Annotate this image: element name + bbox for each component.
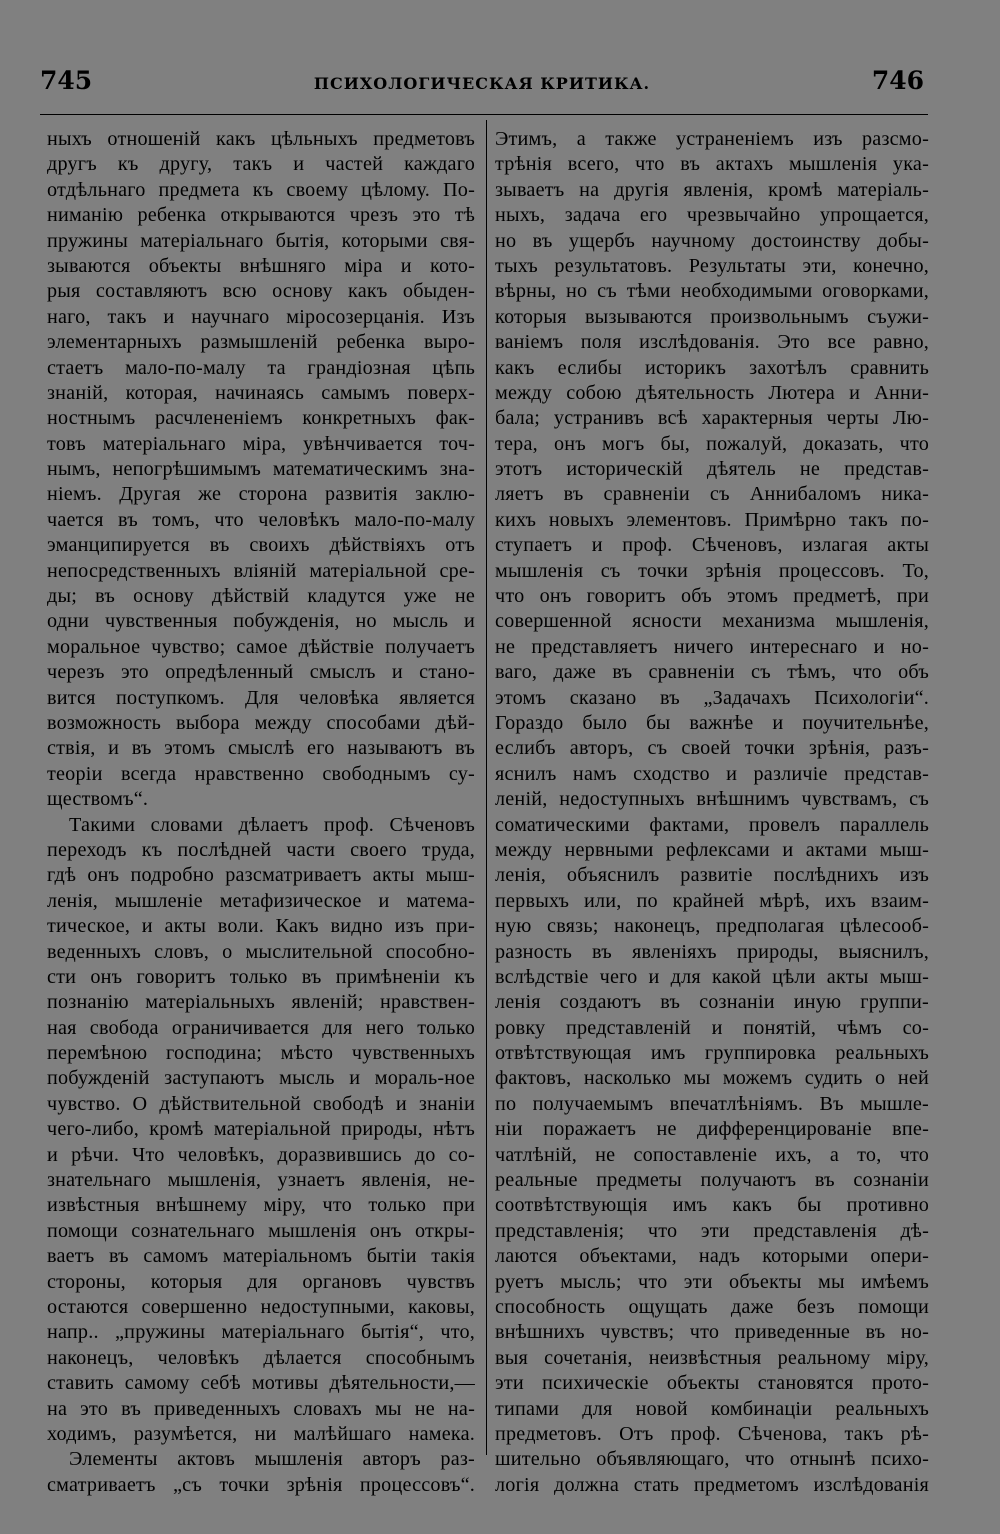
text-line: эти психическіе объекты становятся прото-	[495, 1372, 929, 1395]
text-line: ваетъ въ самомъ матеріальномъ бытіи такія	[47, 1245, 475, 1268]
text-line: вслѣдствіе чего и для какой цѣли акты мыш-	[495, 965, 929, 988]
text-line: наконецъ, человѣкъ дѣлается способнымъ	[47, 1346, 475, 1369]
text-line: руетъ мысль; что эти объекты мы имѣемъ	[495, 1270, 929, 1293]
text-line: чего-либо, кромѣ матеріальной природы, нѣтъ	[47, 1118, 475, 1141]
text-line: первыхъ или, по крайней мѣрѣ, ихъ взаим-	[495, 889, 929, 912]
text-line: лаются объектами, надъ которыми опери-	[495, 1245, 929, 1268]
text-line: переходъ къ послѣдней части своего труда,	[47, 838, 475, 861]
text-line: стороны, которыя для органовъ чувствъ	[47, 1270, 475, 1293]
text-line: сматриваетъ „съ точки зрѣнія процессовъ“.	[47, 1473, 475, 1496]
text-line: между нервными рефлексами и актами мыш-	[495, 838, 929, 861]
text-line: ровку представленій и понятій, чѣмъ со-	[495, 1016, 929, 1039]
text-line: ходимъ, разумѣется, ни малѣйшаго намека.	[47, 1422, 475, 1445]
text-line: ленія, мышленіе метафизическое и матема-	[47, 889, 475, 912]
text-line: зываются объекты внѣшняго міра и кото-	[47, 254, 475, 277]
text-line: напр.. „пружины матеріальнаго бытія“, что,	[47, 1321, 475, 1344]
text-line: знательнаго мышленія, узнаетъ явленія, не-	[47, 1169, 475, 1192]
text-line: чается въ томъ, что человѣкъ мало-по-малу	[47, 508, 475, 531]
text-line: не представляетъ ничего интереснаго и но-	[495, 635, 929, 658]
text-line: ваго, даже въ сравненіи съ тѣмъ, что объ	[495, 661, 929, 684]
text-line: внѣшнихъ чувствъ; что приведенные въ но-	[495, 1321, 929, 1344]
text-line: шительно объявляющаго, что отнынѣ психо-	[495, 1448, 929, 1471]
text-line: Этимъ, а также устраненіемъ изъ разсмо-	[495, 128, 929, 150]
text-line: ныхъ отношеній какъ цѣльныхъ предметовъ	[47, 128, 475, 150]
text-line: отвѣтствующая имъ группировка реальныхъ	[495, 1042, 929, 1065]
text-line: Гораздо было бы важнѣе и поучительнѣе,	[495, 711, 929, 734]
text-line: чатлѣній, не сопоставленіе ихъ, а то, что	[495, 1143, 929, 1166]
text-line: фактовъ, насколько мы можемъ судить о ней	[495, 1067, 929, 1090]
text-line: стаетъ мало-по-малу та грандіозная цѣпь	[47, 356, 475, 379]
text-line: познанію матеріальныхъ явленій; нравствен-	[47, 991, 475, 1014]
text-line: ды; въ основу дѣйствій кладутся уже не	[47, 585, 475, 608]
text-line: реальные предметы получаютъ въ сознаніи	[495, 1169, 929, 1192]
text-line: которыя вызываются произвольнымъ съужи-	[495, 305, 929, 328]
text-line: логія должна стать предметомъ изслѣдованія	[495, 1473, 929, 1496]
text-line: знаній, которая, начинаясь самымъ поверх-	[47, 381, 475, 404]
text-line: между собою дѣятельность Лютера и Анни-	[495, 381, 929, 404]
text-line: и рѣчи. Что человѣкъ, доразвившись до со-	[47, 1143, 475, 1166]
text-line: непосредственныхъ вліяній матеріальной сре-	[47, 559, 475, 582]
text-line: отдѣльнаго предмета къ своему цѣлому. По-	[47, 178, 475, 201]
text-line: мышленія съ точки зрѣнія процессовъ. То,	[495, 559, 929, 582]
text-line: возможность выбора между способами дѣй-	[47, 711, 475, 734]
text-line: ваніемъ поля изслѣдованія. Это все равно,	[495, 331, 929, 354]
text-line: соматическими фактами, провелъ параллель	[495, 813, 929, 836]
text-line: эманципируется въ своихъ дѣйствіяхъ отъ	[47, 534, 475, 557]
text-line: тера, онъ могъ бы, пожалуй, доказать, что	[495, 432, 929, 455]
text-line: черезъ это опредѣленный смыслъ и стано-	[47, 661, 475, 684]
text-line: элементарныхъ размышленій ребенка выро-	[47, 331, 475, 354]
text-line: одни чувственныя побужденія, но мысль и	[47, 610, 475, 633]
text-line: разность въ явленіяхъ природы, выяснилъ,	[495, 940, 929, 963]
text-line: ствія, и въ этомъ смыслѣ его называютъ въ	[47, 737, 475, 760]
text-line: предметовъ. Отъ проф. Сѣченова, такъ рѣ-	[495, 1422, 929, 1445]
text-line: остаются совершенно недоступными, каковы,	[47, 1295, 475, 1318]
text-line: ную связь; наконецъ, предполагая цѣлесооб-	[495, 915, 929, 938]
text-line: яснилъ намъ сходство и различіе представ-	[495, 762, 929, 785]
text-line: ніемъ. Другая же сторона развитія заклю-	[47, 483, 475, 506]
text-line: чувство. О дѣйствительной свободѣ и знаніи	[47, 1092, 475, 1115]
column-divider	[486, 120, 487, 1455]
text-line: зываетъ на другія явленія, кромѣ матеріаль-	[495, 178, 929, 201]
text-line: этотъ историческій дѣятель не представ-	[495, 458, 929, 481]
text-line: ленія создаютъ въ сознаніи иную группи-	[495, 991, 929, 1014]
text-line: ностнымъ расчлененіемъ конкретныхъ фак-	[47, 407, 475, 430]
text-line: что онъ говоритъ объ этомъ предметѣ, при	[495, 585, 929, 608]
running-title: ПСИХОЛОГИЧЕСКАЯ КРИТИКА.	[313, 74, 651, 93]
text-line: какъ еслибы историкъ захотѣлъ сравнить	[495, 356, 929, 379]
text-line: веденныхъ словъ, о мыслительной способно-	[47, 940, 475, 963]
text-line: выя сочетанія, неизвѣстныя реальному міру,	[495, 1346, 929, 1369]
text-line: ществомъ“.	[47, 788, 149, 811]
text-line: моральное чувство; самое дѣйствіе получаетъ	[47, 635, 475, 658]
text-line: вится поступкомъ. Для человѣка является	[47, 686, 475, 709]
left-page-number: 745	[40, 66, 93, 95]
text-line: кихъ новыхъ элементовъ. Примѣрно такъ по-	[495, 508, 929, 531]
text-line: вѣрны, но съ тѣми необходимыми оговорками,	[495, 280, 929, 303]
text-line: на это въ приведенныхъ словахъ мы не на-	[47, 1397, 475, 1420]
text-line: бала; устранивъ всѣ характерныя черты Лю-	[495, 407, 929, 430]
text-line: трѣнія всего, что въ актахъ мышленія ука-	[495, 153, 929, 176]
text-line: ниманію ребенка открываются чрезъ это тѣ	[47, 204, 475, 227]
text-line: но въ ущербъ научному достоинству добы-	[495, 229, 929, 252]
text-line: ная свобода ограничивается для него только	[47, 1016, 475, 1039]
text-line: гдѣ онъ подробно разсматриваетъ акты мыш-	[47, 864, 475, 887]
text-line: пружины матеріальнаго бытія, которыми свя-	[47, 229, 475, 252]
text-line: товъ матеріальнаго міра, увѣнчивается точ-	[47, 432, 475, 455]
text-line: представленія; что эти представленія дѣ-	[495, 1219, 929, 1242]
right-page-number: 746	[871, 66, 924, 95]
text-line: ніи поражаетъ не дифференцированіе впе-	[495, 1118, 929, 1141]
text-line: типами для новой комбинаціи реальныхъ	[495, 1397, 929, 1420]
text-line: леній, недоступныхъ внѣшнимъ чувствамъ, съ	[495, 788, 929, 811]
text-line: наго, такъ и научнаго міросозерцанія. Изъ	[47, 305, 475, 328]
text-line: ступаетъ и проф. Сѣченовъ, излагая акты	[495, 534, 929, 557]
left-column	[47, 127, 475, 1498]
text-line: помощи сознательнаго мышленія онъ откры-	[47, 1219, 475, 1242]
text-line: Такими словами дѣлаетъ проф. Сѣченовъ	[69, 813, 475, 836]
text-line: ныхъ, задача его чрезвычайно упрощается,	[495, 204, 929, 227]
text-line: ляетъ въ сравненіи съ Аннибаломъ ника-	[495, 483, 929, 506]
text-line: извѣстныя внѣшнему міру, что только при	[47, 1194, 475, 1217]
text-line: сти онъ говоритъ только въ примѣненіи къ	[47, 965, 475, 988]
text-line: по получаемымъ впечатлѣніямъ. Въ мышле-	[495, 1092, 929, 1115]
text-line: ставить самому себѣ мотивы дѣятельности,—	[47, 1372, 475, 1395]
text-line: нымъ, непогрѣшимымъ математическимъ зна-	[47, 458, 475, 481]
text-line: еслибъ авторъ, съ своей точки зрѣнія, разъ-	[495, 737, 929, 760]
text-line: Элементы актовъ мышленія авторъ раз-	[69, 1448, 475, 1471]
page-header	[40, 66, 924, 106]
text-line: совершенной ясности механизма мышленія,	[495, 610, 929, 633]
header-rule	[40, 114, 928, 115]
right-column	[495, 127, 929, 1498]
text-line: соотвѣтствующія имъ какъ бы противно	[495, 1194, 929, 1217]
text-line: способность ощущать даже безъ помощи	[495, 1295, 929, 1318]
text-line: другъ къ другу, такъ и частей каждаго	[47, 153, 475, 176]
text-line: побужденій заступаютъ мысль и мораль-ное	[47, 1067, 475, 1090]
text-line: тыхъ результатовъ. Результаты эти, конечно,	[495, 254, 929, 277]
text-line: перемѣною господина; мѣсто чувственныхъ	[47, 1042, 475, 1065]
text-line: тическое, и акты воли. Какъ видно изъ при-	[47, 915, 475, 938]
text-line: этомъ сказано въ „Задачахъ Психологіи“.	[495, 686, 929, 709]
text-line: теоріи всегда нравственно свободнымъ су-	[47, 762, 475, 785]
text-line: ленія, объяснилъ развитіе послѣднихъ изъ	[495, 864, 929, 887]
text-line: рыя составляютъ всю основу какъ обыден-	[47, 280, 475, 303]
